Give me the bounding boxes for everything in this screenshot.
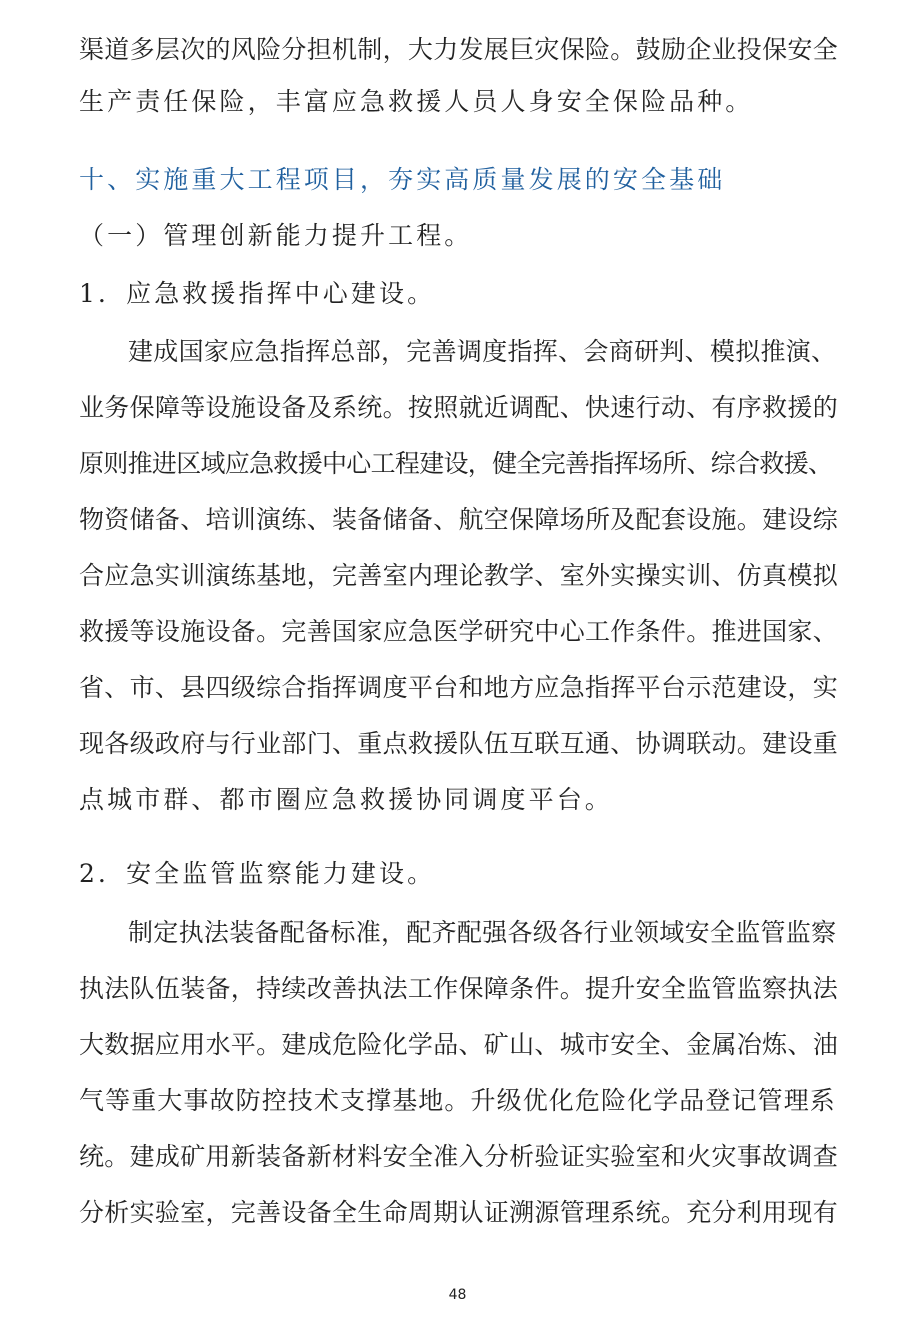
body-text-line: 业务保障等设施设备及系统。按照就近调配、快速行动、有序救援的: [79, 393, 839, 422]
body-text-line: 物资储备、培训演练、装备储备、航空保障场所及配套设施。建设综: [79, 505, 839, 534]
section-heading: 十、实施重大工程项目，夯实高质量发展的安全基础: [79, 165, 726, 194]
body-text-line: 原则推进区域应急救援中心工程建设，健全完善指挥场所、综合救援、: [79, 449, 833, 478]
body-text-line: 合应急实训演练基地，完善室内理论教学、室外实操实训、仿真模拟: [79, 561, 839, 590]
body-text-line: 分析实验室，完善设备全生命周期认证溯源管理系统。充分利用现有: [79, 1198, 839, 1227]
body-text-line: 执法队伍装备，持续改善执法工作保障条件。提升安全监管监察执法: [79, 974, 839, 1003]
body-text-line: 建成国家应急指挥总部，完善调度指挥、会商研判、模拟推演、: [128, 337, 837, 366]
body-text-line: 生产责任保险，丰富应急救援人员人身安全保险品种。: [79, 87, 754, 116]
item-heading: 1．应急救援指挥中心建设。: [79, 279, 436, 308]
body-text-line: 现各级政府与行业部门、重点救援队伍互联互通、协调联动。建设重: [79, 729, 839, 758]
body-text-line: 渠道多层次的风险分担机制，大力发展巨灾保险。鼓励企业投保安全: [79, 35, 839, 64]
subsection-heading: （一）管理创新能力提升工程。: [79, 221, 473, 250]
body-text-line: 点城市群、都市圈应急救援协同调度平台。: [79, 785, 613, 814]
page-number: 48: [448, 1287, 467, 1303]
body-text-line: 省、市、县四级综合指挥调度平台和地方应急指挥平台示范建设，实: [79, 673, 839, 702]
body-text-line: 大数据应用水平。建成危险化学品、矿山、城市安全、金属冶炼、油: [79, 1030, 839, 1059]
body-text-line: 制定执法装备配备标准，配齐配强各级各行业领域安全监管监察: [128, 918, 837, 947]
body-text-line: 统。建成矿用新装备新材料安全准入分析验证实验室和火灾事故调查: [79, 1142, 839, 1171]
item-heading: 2．安全监管监察能力建设。: [79, 859, 436, 888]
body-text-line: 救援等设施设备。完善国家应急医学研究中心工作条件。推进国家、: [79, 617, 839, 646]
body-text-line: 气等重大事故防控技术支撑基地。升级优化危险化学品登记管理系: [79, 1086, 836, 1115]
